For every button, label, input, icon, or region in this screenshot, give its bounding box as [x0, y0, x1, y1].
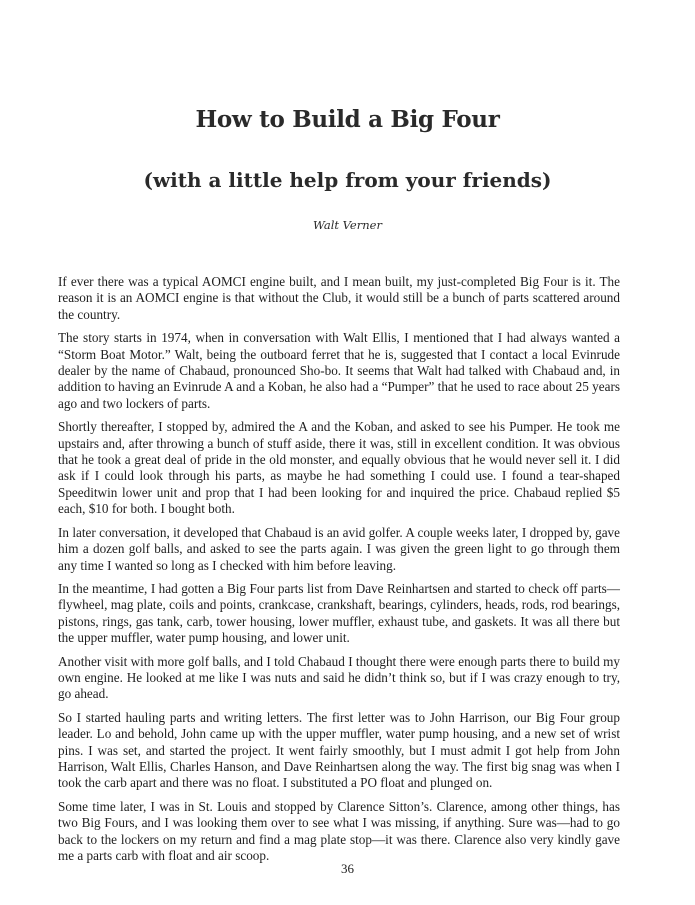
paragraph: If ever there was a typical AOMCI engine built, and I mean built, my just-completed Big Four is it. The reason it is an AOMCI engine is that without the Club, it would still be a bunch of parts scattered around the country.: [58, 274, 620, 322]
article-title: How to Build a Big Four: [195, 106, 500, 133]
paragraph: So I started hauling parts and writing letters. The first letter was to John Harrison, our Big Four group leader. Lo and behold, John came up with the upper muffler, water pump housing, and a new set of wrist pins. I was set, and started the project. It went fairly smoothly, but I must admit I got help from John Harrison, Walt Ellis, Charles Hanson, and Dave Reinhartsen along the way. The first big snag was when I took the carb apart and there was no float. I substituted a PO float and plunged on.: [58, 709, 620, 791]
paragraph: In later conversation, it developed that Chabaud is an avid golfer. A couple weeks later, I dropped by, gave him a dozen golf balls, and asked to see the parts again. I was given the green light to go through them any time I wanted so long as I checked with him before leaving.: [58, 524, 620, 573]
paragraph: Another visit with more golf balls, and I told Chabaud I thought there were enough parts there to build my own engine. He looked at me like I was nuts and said he didn’t think so, but if I was crazy enough to try, go ahead.: [58, 653, 620, 702]
article-author: Walt Verner: [313, 218, 382, 232]
article-subtitle: (with a little help from your friends): [143, 168, 552, 192]
page-number: 36: [341, 861, 354, 876]
paragraph: Shortly thereafter, I stopped by, admired the A and the Koban, and asked to see his Pumper. He took me upstairs and, after throwing a bunch of stuff aside, there it was, still in excellent condition. It was obvious that he took a great deal of pride in the old monster, and equally obvious that he would never sell it. I did ask if I could look through his parts, as maybe he had something I could use. I found a tear-shaped Speeditwin lower unit and prop that I had been looking for and inquired the price. Chabaud replied $5 each, $10 for both. I bought both.: [58, 419, 620, 517]
paragraph: Some time later, I was in St. Louis and stopped by Clarence Sitton’s. Clarence, among other things, has two Big Fours, and I was looking them over to see what I was missing, if anything. Sure was—had to go back to the lockers on my return and find a mag plate stop—it was there. Clarence also very kindly gave me a parts carb with float and air scoop.: [58, 798, 620, 863]
paragraph: The story starts in 1974, when in conversation with Walt Ellis, I mentioned that I had always wanted a “Storm Boat Motor.” Walt, being the outboard ferret that he is, suggested that I contact a local Evinrude dealer by the name of Chabaud, pronounced Sho-bo. It seems that Walt had talked with Chabaud and, in addition to having an Evinrude A and a Koban, he also had a “Pumper” that he used to race about 25 years ago and two lockers of parts.: [58, 330, 620, 411]
paragraph: In the meantime, I had gotten a Big Four parts list from Dave Reinhartsen and started to check off parts—flywheel, mag plate, coils and points, crankcase, crankshaft, bearings, cylinders, heads, rods, rod bearings, pistons, rings, gas tank, carb, tower housing, lower muffler, exhaust tube, and gaskets. It was all there but the upper muffler, water pump housing, and lower unit.: [58, 580, 620, 646]
article-body: [58, 274, 620, 871]
